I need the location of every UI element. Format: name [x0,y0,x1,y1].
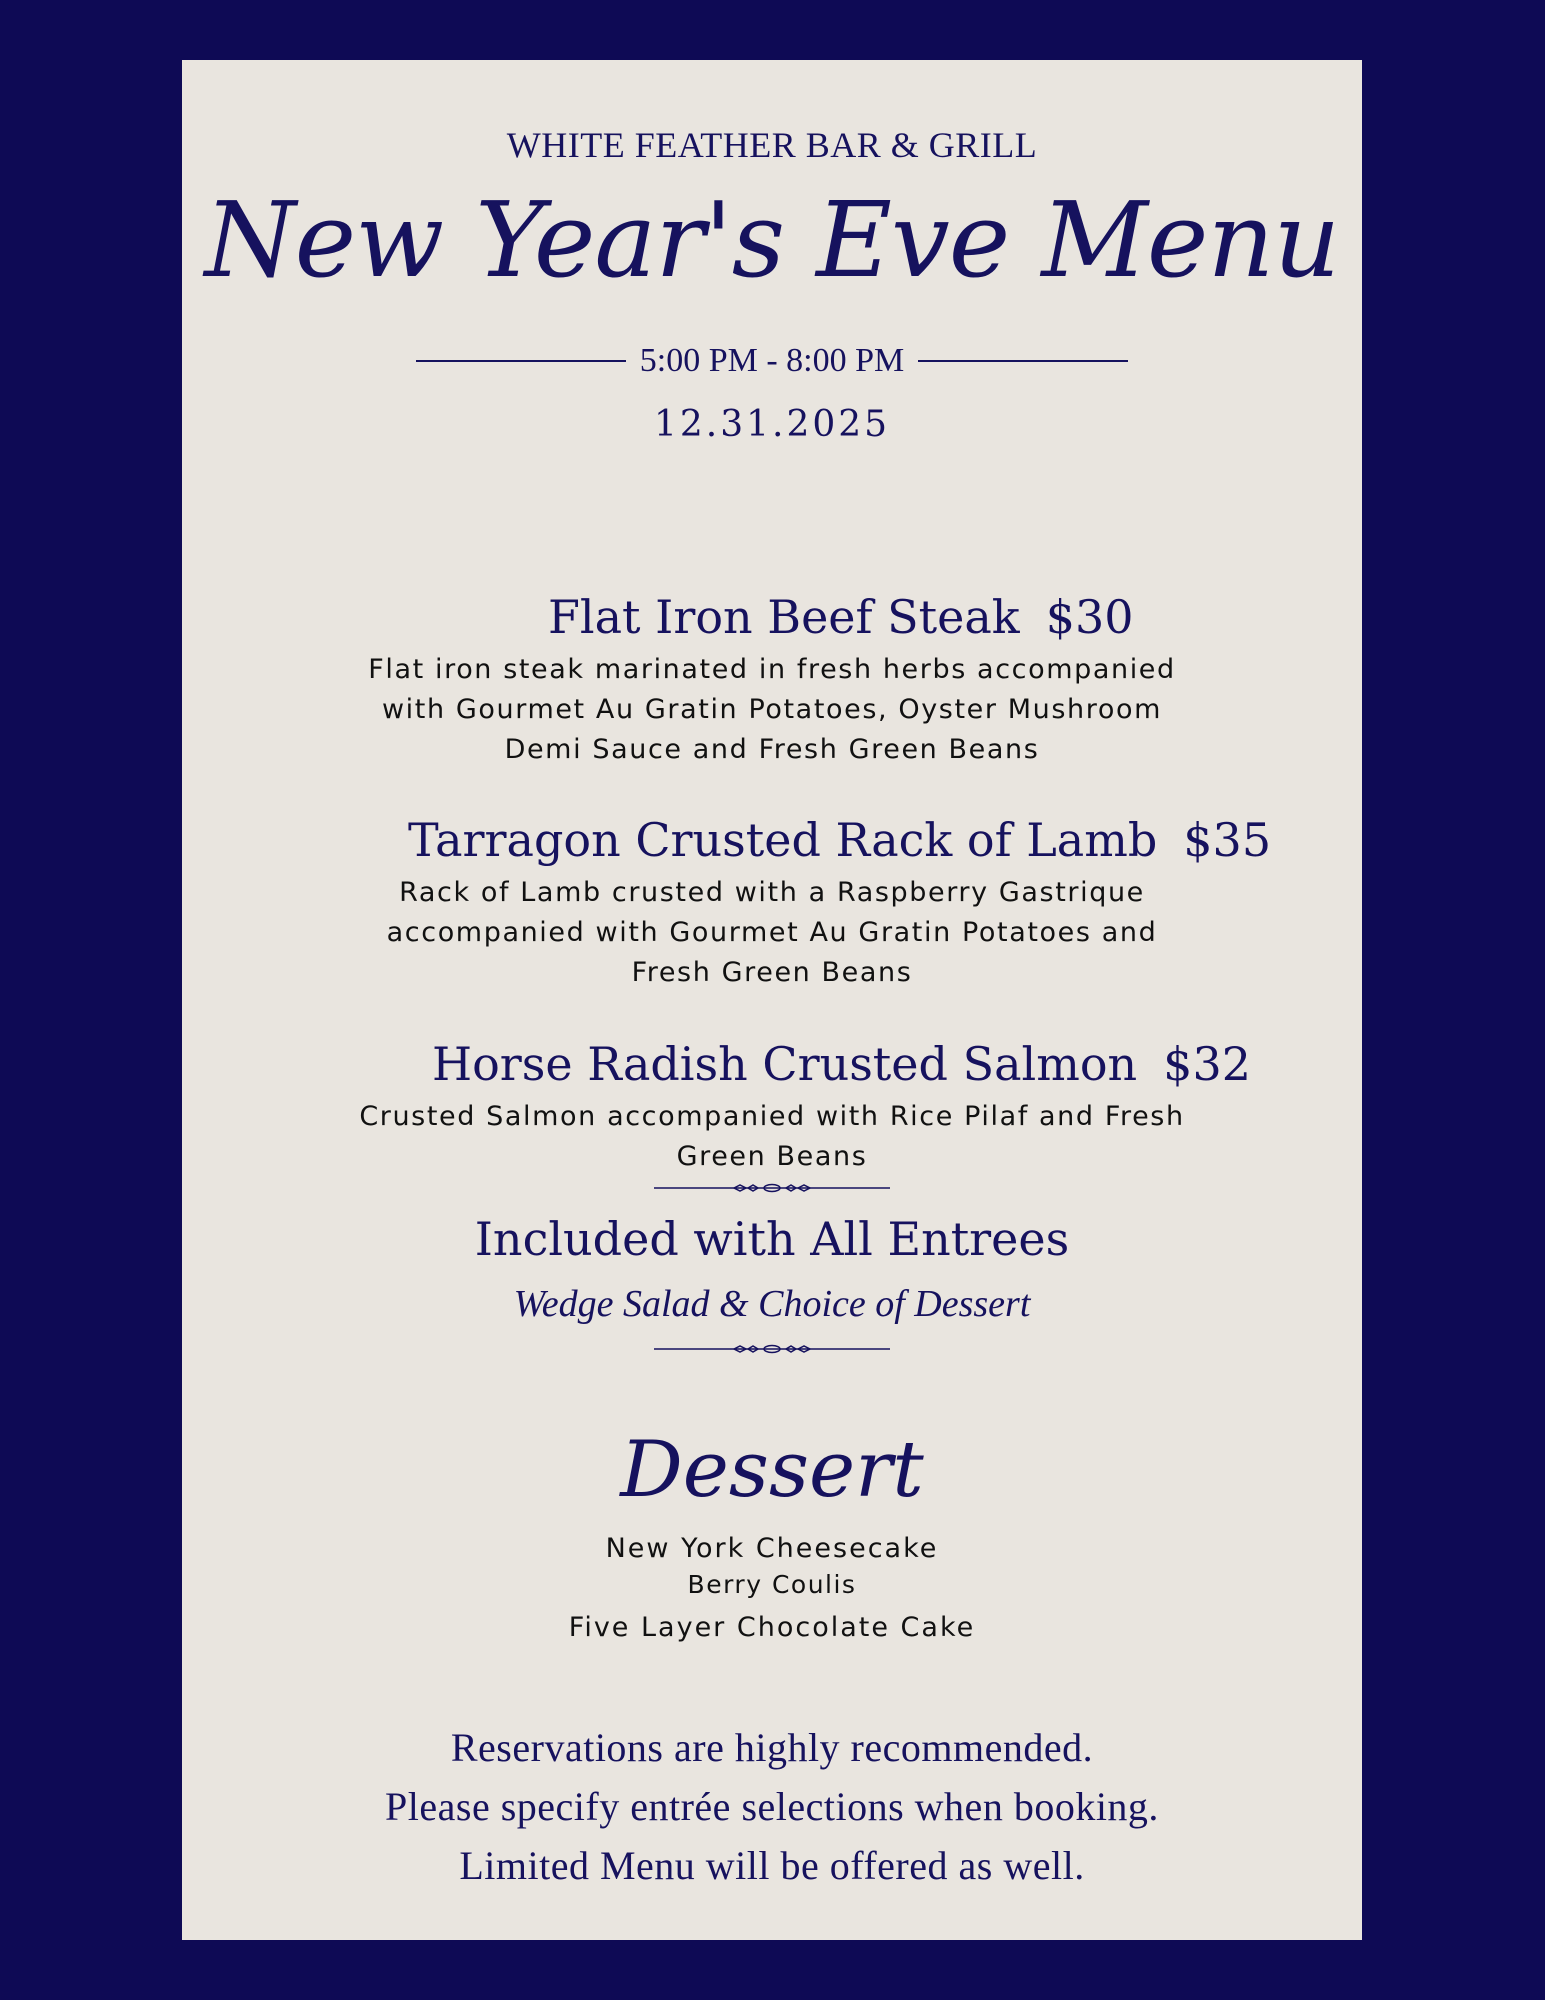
description-line: Demi Sauce and Fresh Green Beans [504,734,1040,765]
menu-card [182,60,1362,1940]
entree-title-line [408,813,1271,867]
description-line: Fresh Green Beans [631,957,913,988]
entree-price: $32 [1163,1037,1251,1091]
entree-name: Tarragon Crusted Rack of Lamb [408,813,1158,867]
menu-headline: New Year's Eve Menu [204,179,1340,301]
reservation-note: Reservations are highly recommended. [450,1725,1094,1770]
entree-title-line [432,1037,1251,1091]
entree-price: $35 [1183,813,1272,867]
reservation-note: Please specify entrée selections when booking. [385,1784,1159,1829]
description-line: Green Beans [676,1141,868,1172]
entree-price: $30 [1045,590,1134,644]
ornament-icon [654,1343,890,1355]
restaurant-name: WHITE FEATHER BAR & GRILL [506,125,1038,165]
entree-name: Horse Radish Crusted Salmon [432,1037,1138,1091]
service-hours [182,342,1362,380]
right-rule [918,360,1128,362]
reservation-note: Limited Menu will be offered as well. [459,1843,1085,1888]
ornament-icon [654,1182,890,1194]
description-line: Crusted Salmon accompanied with Rice Pilaf and Fresh [359,1101,1185,1132]
dessert-title: Dessert [620,1425,924,1515]
entree-description [182,650,1362,770]
ornament-divider-top [182,1182,1362,1194]
entree-description [182,873,1362,993]
entree-description [182,1097,1362,1177]
dessert-item: Berry Coulis [687,1570,857,1599]
description-line: accompanied with Gourmet Au Gratin Potatoes and [386,917,1158,948]
entree-name: Flat Iron Beef Steak [548,590,1020,644]
ornament-divider-bottom [182,1343,1362,1355]
included-subtitle: Wedge Salad & Choice of Dessert [513,1283,1031,1325]
dessert-item: New York Cheesecake [605,1533,939,1564]
included-title: Included with All Entrees [474,1212,1070,1266]
dessert-item: Five Layer Chocolate Cake [568,1612,976,1643]
entree-title-line [548,590,1134,644]
event-date: 12.31.2025 [653,404,891,445]
service-time: 5:00 PM - 8:00 PM [639,342,905,379]
left-rule [416,360,626,362]
description-line: Rack of Lamb crusted with a Raspberry Gastrique [399,877,1145,908]
description-line: with Gourmet Au Gratin Potatoes, Oyster Mushroom [382,694,1162,725]
description-line: Flat iron steak marinated in fresh herbs accompanied [368,654,1176,685]
